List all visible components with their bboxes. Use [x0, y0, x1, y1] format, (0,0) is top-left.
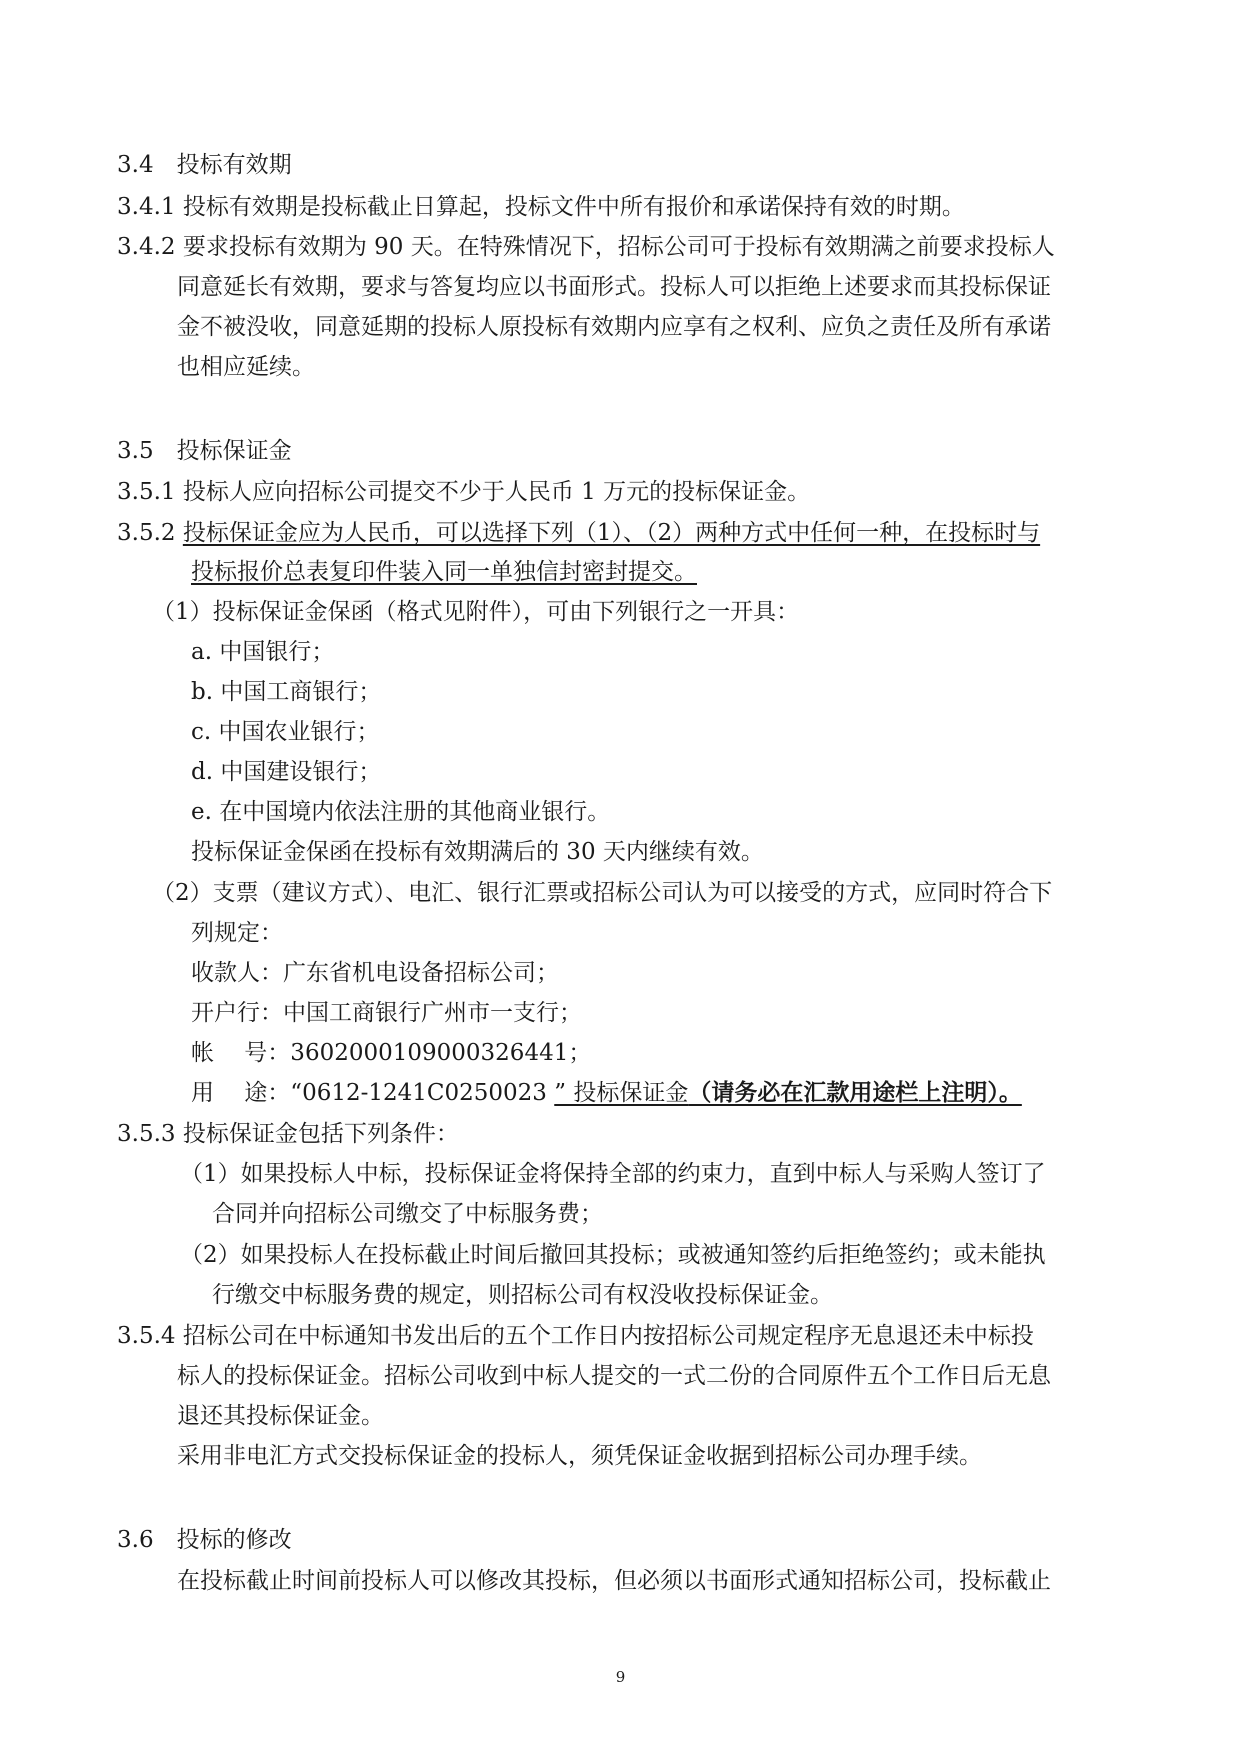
clause-3-4-2-line-1: 3.4.2 要求投标有效期为 90 天。在特殊情况下，招标公司可于投标有效期满之前要求投标人	[117, 234, 1055, 260]
clause-3-4-2-line-2: 同意延长有效期，要求与答复均应以书面形式。投标人可以拒绝上述要求而其投标保证	[177, 274, 1051, 300]
guarantee-validity-note: 投标保证金保函在投标有效期满后的 30 天内继续有效。	[191, 839, 764, 865]
clause-3-4-2-line-3: 金不被没收，同意延期的投标人原投标有效期内应享有之权利、应负之责任及所有承诺	[177, 314, 1051, 340]
clause-3-5-2-line-1	[117, 518, 1040, 548]
bank-line: 开户行：中国工商银行广州市一支行；	[191, 1000, 582, 1026]
bank-item: b. 中国工商银行；	[191, 679, 382, 705]
option-2-line-1: （2）支票（建议方式）、电汇、银行汇票或招标公司认为可以接受的方式，应同时符合下	[152, 880, 1053, 906]
underlined-requirement: 投标保证金应为人民币，可以选择下列（1）、（2）两种方式中任何一种，在投标时与	[182, 520, 1041, 546]
clause-3-5-4-line-3: 退还其投标保证金。	[177, 1403, 384, 1429]
payee-line: 收款人：广东省机电设备招标公司；	[191, 960, 559, 986]
purpose-prefix: 用 途：“0612-1241C0250023	[191, 1080, 555, 1106]
bank-item: a. 中国银行；	[191, 639, 335, 665]
clause-3-4-1: 3.4.1 投标有效期是投标截止日算起，投标文件中所有报价和承诺保持有效的时期。	[117, 194, 965, 220]
clause-number: 3.5.2	[117, 520, 183, 546]
clause-3-5-3: 3.5.3 投标保证金包括下列条件：	[117, 1121, 459, 1147]
section-3-6-paragraph: 在投标截止时间前投标人可以修改其投标，但必须以书面形式通知招标公司，投标截止	[177, 1568, 1051, 1594]
condition-1-line-1: （1）如果投标人中标，投标保证金将保持全部的约束力，直到中标人与采购人签订了	[180, 1161, 1046, 1187]
section-3-6-heading: 3.6 投标的修改	[117, 1527, 292, 1553]
bank-item: e. 在中国境内依法注册的其他商业银行。	[191, 799, 611, 825]
clause-3-4-2-line-4: 也相应延续。	[177, 354, 315, 380]
clause-3-5-4-line-2: 标人的投标保证金。招标公司收到中标人提交的一式二份的合同原件五个工作日后无息	[177, 1363, 1051, 1389]
page-number: 9	[615, 1668, 626, 1686]
bank-item: c. 中国农业银行；	[191, 719, 380, 745]
purpose-label: ” 投标保证金	[554, 1080, 689, 1106]
option-2-line-2: 列规定：	[191, 920, 283, 946]
purpose-remark: （请务必在汇款用途栏上注明）。	[688, 1079, 1022, 1106]
clause-3-5-1: 3.5.1 投标人应向招标公司提交不少于人民币 1 万元的投标保证金。	[117, 479, 811, 505]
clause-3-5-4-line-4: 采用非电汇方式交投标保证金的投标人，须凭保证金收据到招标公司办理手续。	[177, 1443, 982, 1469]
condition-2-line-2: 行缴交中标服务费的规定，则招标公司有权没收投标保证金。	[212, 1282, 833, 1308]
option-1-title: （1）投标保证金保函（格式见附件），可由下列银行之一开具：	[152, 599, 800, 625]
bank-item: d. 中国建设银行；	[191, 759, 382, 785]
purpose-line	[191, 1078, 1022, 1108]
purpose-underlined	[554, 1080, 1022, 1106]
section-3-4-heading: 3.4 投标有效期	[117, 152, 292, 178]
clause-3-5-4-line-1: 3.5.4 招标公司在中标通知书发出后的五个工作日内按招标公司规定程序无息退还未中标投	[117, 1323, 1034, 1349]
section-3-5-heading: 3.5 投标保证金	[117, 438, 292, 464]
condition-1-line-2: 合同并向招标公司缴交了中标服务费；	[212, 1201, 603, 1227]
account-line: 帐 号：3602000109000326441；	[191, 1040, 592, 1066]
condition-2-line-1: （2）如果投标人在投标截止时间后撤回其投标；或被通知签约后拒绝签约；或未能执	[180, 1242, 1046, 1268]
clause-3-5-2-line-2: 投标报价总表复印件装入同一单独信封密封提交。	[191, 559, 697, 585]
